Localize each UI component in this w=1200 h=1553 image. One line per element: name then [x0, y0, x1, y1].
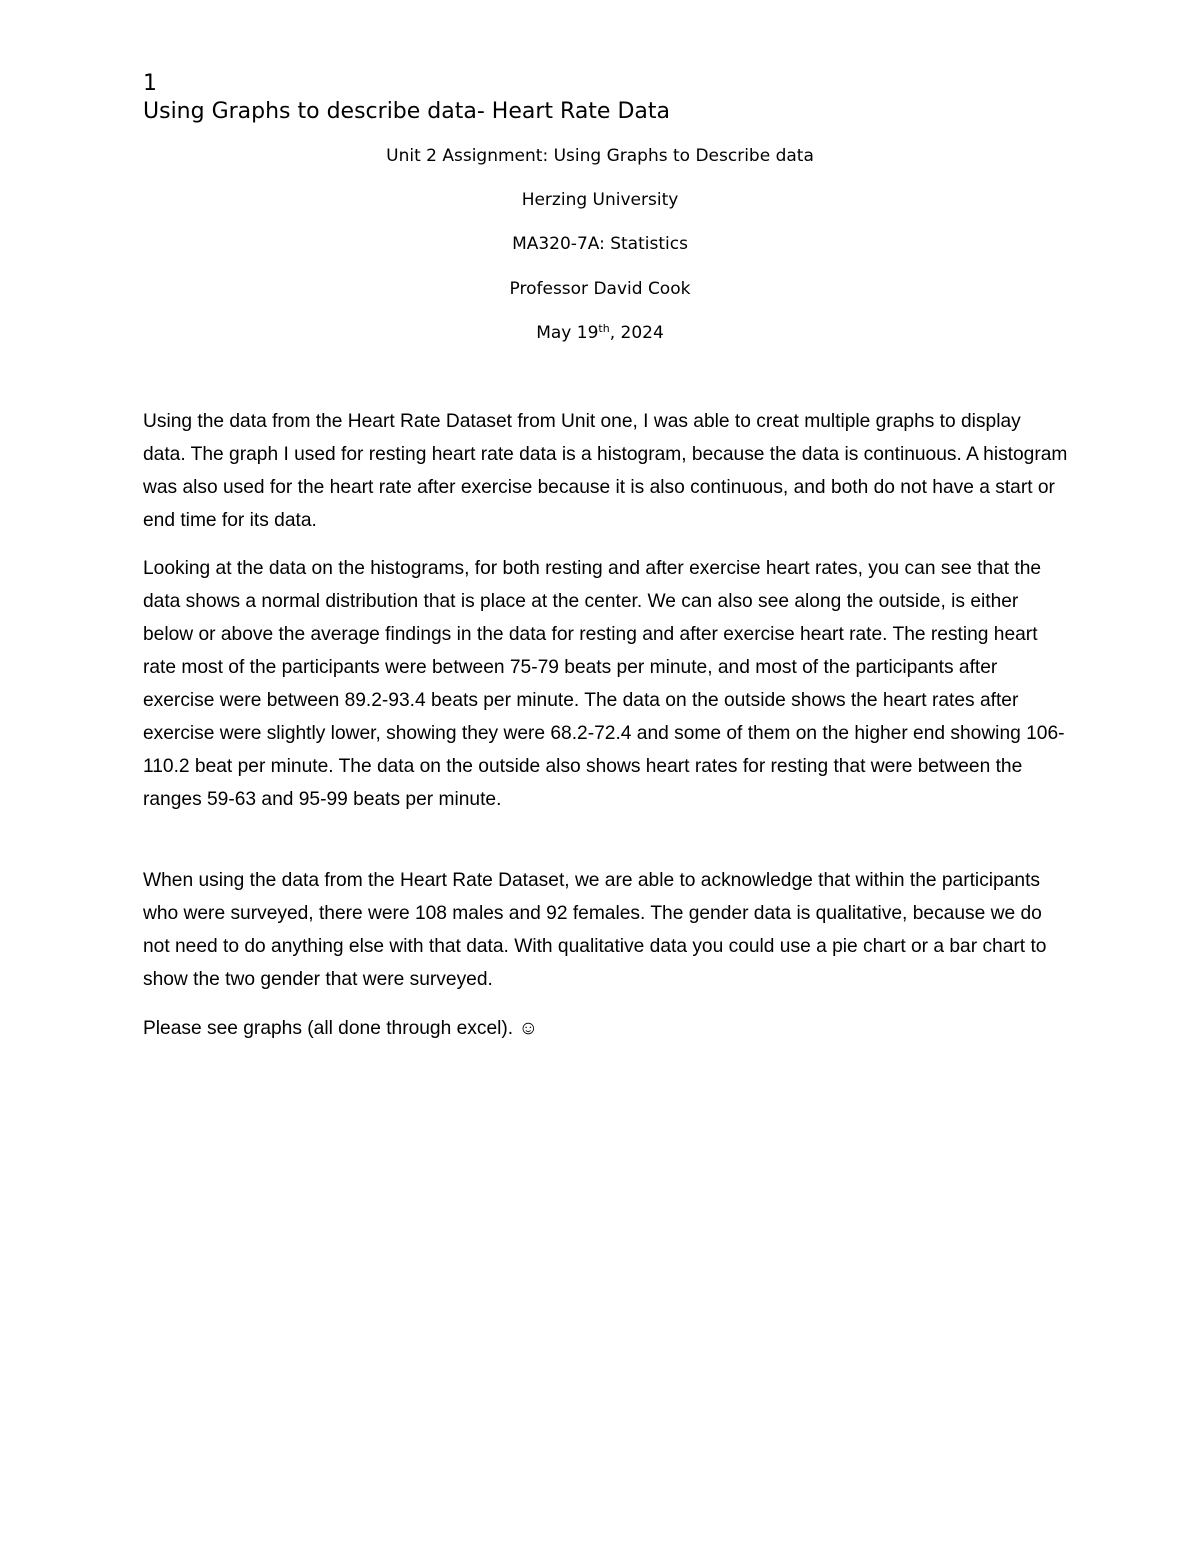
document-title: Using Graphs to describe data- Heart Rate Data — [143, 99, 670, 124]
assignment-line: Unit 2 Assignment: Using Graphs to Describe data — [386, 146, 814, 166]
body-paragraph: Looking at the data on the histograms, for both resting and after exercise heart rates, you can see that the data shows a normal distribution that is place at the center. We can also see along the outside, is either below or above the average findings in the data for resting and after exercise heart rate. The resting heart rate most of the participants were between 75-79 beats per minute, and most of the participants after exercise were between 89.2-93.4 beats per minute. The data on the outside shows the heart rates after exercise were slightly lower, showing they were 68.2-72.4 and some of them on the higher end showing 106-110.2 beat per minute. The data on the outside also shows heart rates for resting that were between the ranges 59-63 and 95-99 beats per minute. — [143, 558, 1065, 810]
page-number: 1 — [143, 71, 157, 96]
date-ordinal-suffix: th — [598, 322, 610, 335]
professor-line: Professor David Cook — [509, 279, 691, 299]
body-paragraph: Please see graphs (all done through excel). ☺ — [143, 1018, 539, 1039]
university-line: Herzing University — [521, 190, 679, 210]
date-prefix: May 19 — [536, 323, 599, 343]
date-line — [0, 322, 1200, 344]
body-paragraph: Using the data from the Heart Rate Dataset from Unit one, I was able to creat multiple graphs to display data. The graph I used for resting heart rate data is a histogram, because the data is continuous. A histogram was also used for the heart rate after exercise because it is also continuous, and both do not have a start or end time for its data. — [143, 411, 1068, 531]
date-rest: , 2024 — [609, 323, 664, 343]
body-paragraph: When using the data from the Heart Rate Dataset, we are able to acknowledge that within the participants who were surveyed, there were 108 males and 92 females. The gender data is qualitative, because we do not need to do anything else with that data. With qualitative data you could use a pie chart or a bar chart to show the two gender that were surveyed. — [143, 870, 1047, 990]
course-line: MA320-7A: Statistics — [512, 234, 688, 254]
